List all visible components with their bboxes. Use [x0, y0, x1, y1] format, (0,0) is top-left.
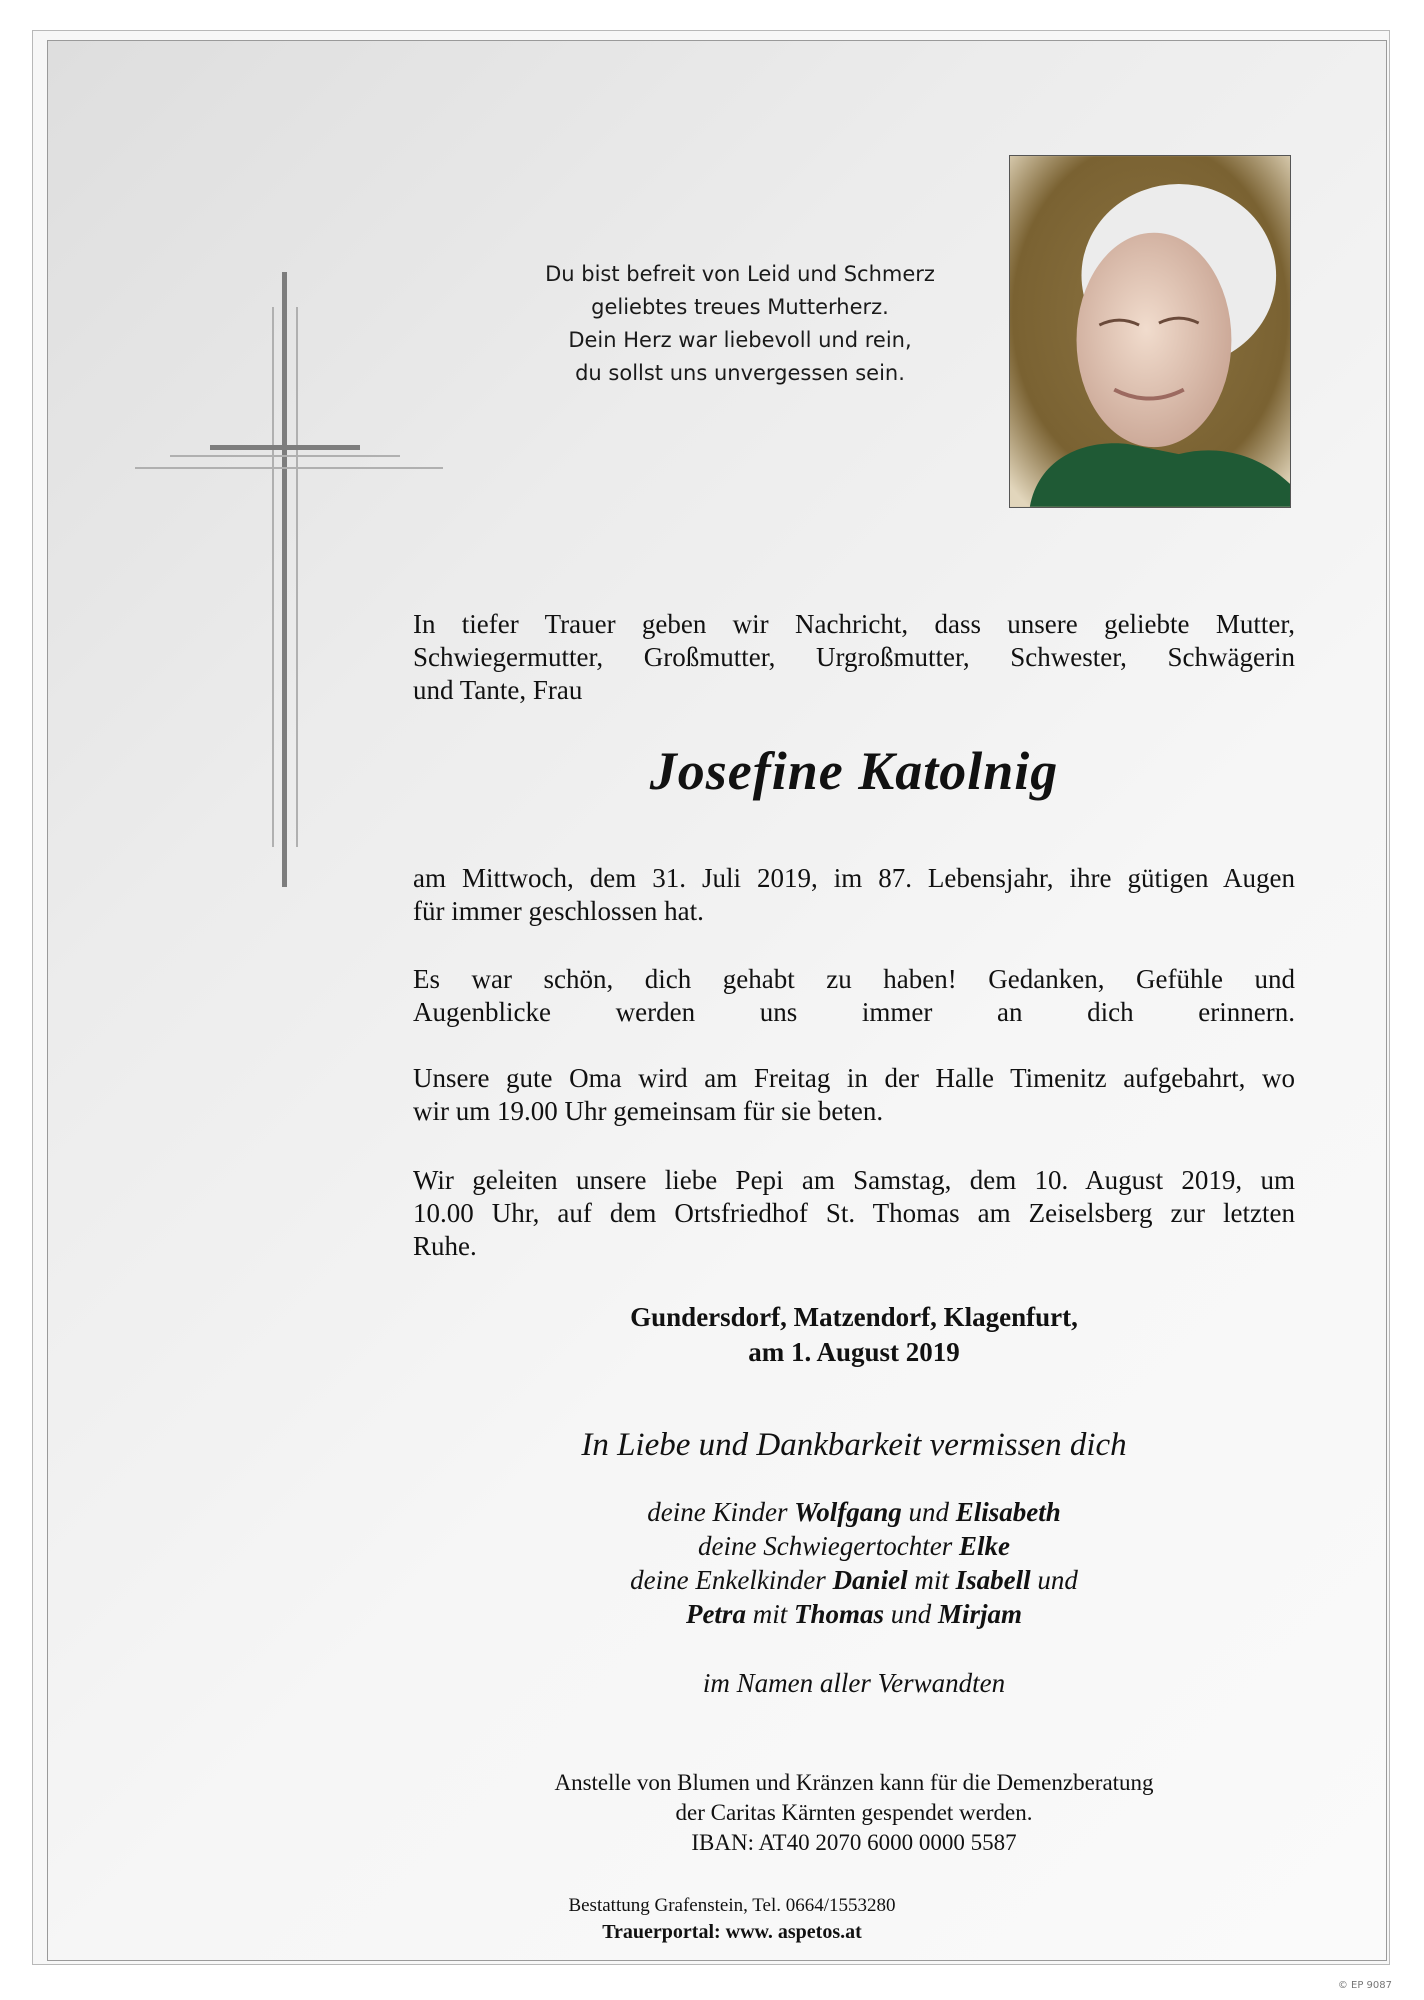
funeral-line: Wir geleiten unsere liebe Pepi am Samstag, dem 10. August 2019, um: [413, 1165, 1295, 1195]
love-line: In Liebe und Dankbarkeit vermissen dich: [581, 1427, 1127, 1463]
footer: [413, 1892, 1051, 1946]
donation-line: der Caritas Kärnten gespendet werden.: [675, 1800, 1033, 1825]
family-list: [413, 1495, 1295, 1631]
conjunction: und: [1037, 1565, 1078, 1595]
conjunction: mit: [914, 1565, 949, 1595]
date-line: am 1. August 2019: [748, 1337, 960, 1367]
poem: [500, 258, 980, 390]
daughter-in-law-prefix: deine Schwiegertochter: [698, 1531, 953, 1561]
wake-paragraph: [413, 1062, 1295, 1128]
child-name: Elisabeth: [955, 1497, 1061, 1527]
cross-icon: [130, 272, 450, 892]
wake-line: wir um 19.00 Uhr gemeinsam für sie beten.: [413, 1096, 884, 1126]
conjunction: und: [890, 1599, 932, 1629]
grandchildren-prefix: deine Enkelkinder: [630, 1565, 826, 1595]
intro-line: und Tante, Frau: [413, 675, 583, 705]
intro-paragraph: [413, 608, 1295, 707]
donation-line: Anstelle von Blumen und Kränzen kann für die Demenzberatung: [554, 1770, 1154, 1795]
undertaker-contact: Bestattung Grafenstein, Tel. 0664/1553280: [568, 1895, 896, 1916]
child-name: Wolfgang: [794, 1497, 902, 1527]
on-behalf-line: im Namen aller Verwandten: [702, 1668, 1006, 1698]
family-line-children: [413, 1495, 1295, 1529]
portrait-photo: [1009, 155, 1291, 508]
partner-name: Thomas: [793, 1599, 884, 1629]
daughter-in-law-name: Elke: [958, 1531, 1010, 1561]
conjunction: und: [908, 1497, 949, 1527]
memory-paragraph: [413, 963, 1295, 1029]
poem-line: Du bist befreit von Leid und Schmerz: [545, 262, 935, 286]
family-line-daughter-in-law: [413, 1529, 1295, 1563]
donation-note: [413, 1768, 1295, 1858]
partner-name: Isabell: [955, 1565, 1031, 1595]
children-prefix: deine Kinder: [647, 1497, 788, 1527]
death-notice-line: am Mittwoch, dem 31. Juli 2019, im 87. Lebensjahr, ihre gütigen Augen: [413, 863, 1295, 893]
funeral-paragraph: [413, 1164, 1295, 1263]
funeral-line: 10.00 Uhr, auf dem Ortsfriedhof St. Thomas am Zeiselsberg zur letzten: [413, 1198, 1295, 1228]
intro-line: Schwiegermutter, Großmutter, Urgroßmutter, Schwester, Schwägerin: [413, 642, 1295, 672]
place-line: Gundersdorf, Matzendorf, Klagenfurt,: [630, 1302, 1078, 1332]
portrait-image: [1010, 156, 1290, 507]
wake-line: Unsere gute Oma wird am Freitag in der Halle Timenitz aufgebahrt, wo: [413, 1063, 1295, 1093]
poem-line: Dein Herz war liebevoll und rein,: [568, 328, 912, 352]
family-line-grandchildren: [413, 1563, 1295, 1597]
grandchild-name: Daniel: [832, 1565, 908, 1595]
family-line-grandchildren-2: [413, 1597, 1295, 1631]
poem-line: geliebtes treues Mutterherz.: [591, 295, 889, 319]
memory-line: Es war schön, dich gehabt zu haben! Gedanken, Gefühle und: [413, 964, 1295, 994]
portal-link[interactable]: Trauerportal: www. aspetos.at: [602, 1921, 862, 1943]
deceased-name: Josefine Katolnig: [649, 741, 1059, 801]
memory-line: Augenblicke werden uns immer an dich erinnern.: [413, 997, 1295, 1027]
death-notice-paragraph: [413, 862, 1295, 928]
grandchild-name: Petra: [685, 1599, 746, 1629]
grandchild-name: Mirjam: [938, 1599, 1023, 1629]
funeral-line: Ruhe.: [413, 1231, 477, 1261]
iban-line: IBAN: AT40 2070 6000 0000 5587: [691, 1830, 1017, 1855]
death-notice-line: für immer geschlossen hat.: [413, 896, 704, 926]
poem-line: du sollst uns unvergessen sein.: [575, 361, 905, 385]
print-code: © EP 9087: [1337, 1980, 1392, 1991]
conjunction: mit: [752, 1599, 788, 1629]
intro-line: In tiefer Trauer geben wir Nachricht, dass unsere geliebte Mutter,: [413, 609, 1295, 639]
place-date: [413, 1300, 1295, 1370]
